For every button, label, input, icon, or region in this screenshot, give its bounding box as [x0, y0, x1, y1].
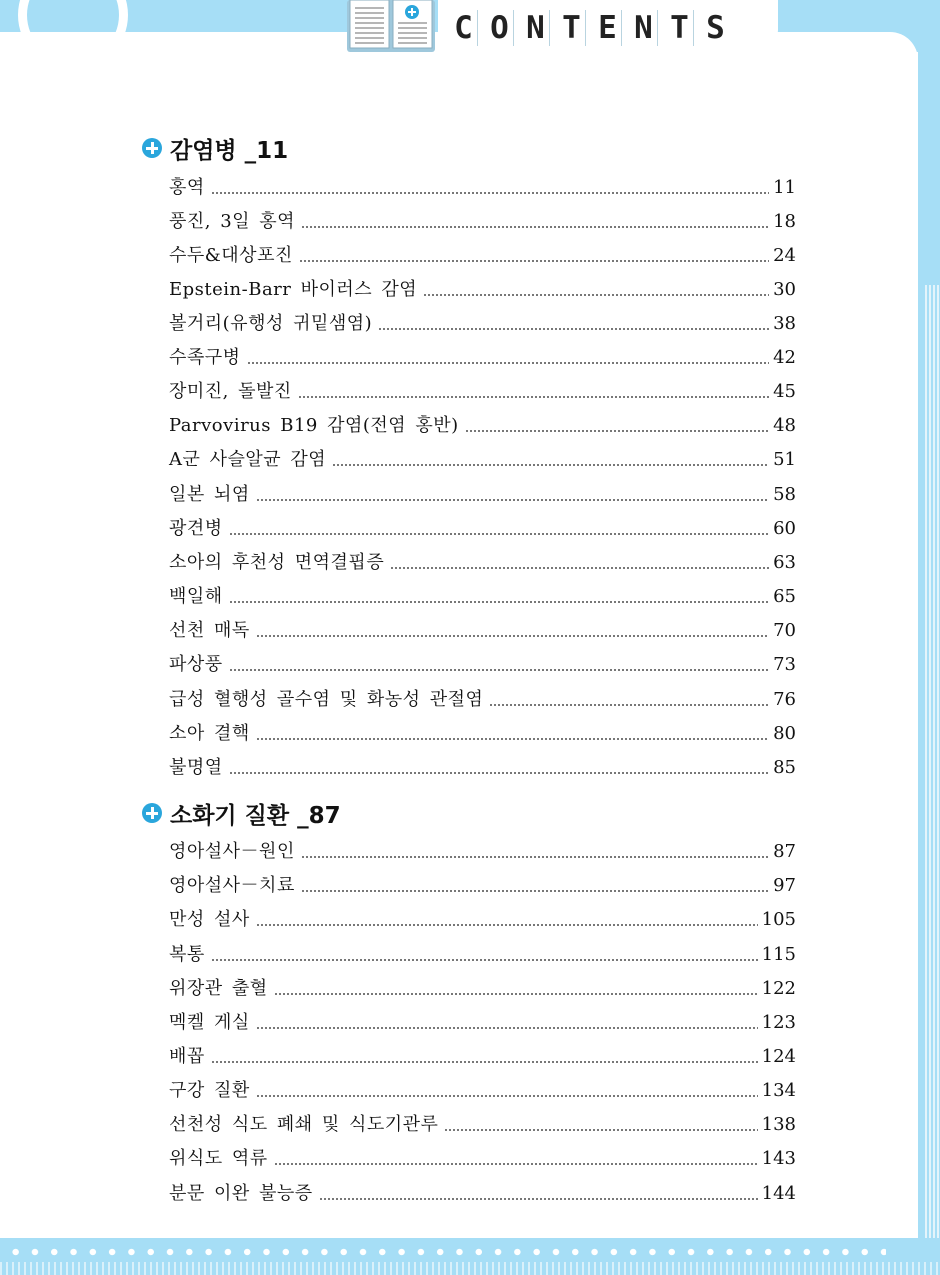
- dot-leader: [229, 533, 769, 535]
- toc-entry-page: 24: [773, 245, 796, 266]
- dot-leader: [298, 396, 769, 398]
- toc-entry-page: 70: [773, 620, 796, 641]
- dot-leader: [247, 362, 770, 364]
- toc-entry-page: 60: [773, 518, 796, 539]
- dot-leader: [211, 192, 769, 194]
- toc-entry[interactable]: [169, 376, 796, 404]
- toc-entry-page: 30: [773, 279, 796, 300]
- section-title: 소화기 질환 _87: [170, 802, 341, 829]
- toc-entry-page: 85: [773, 757, 796, 778]
- dot-leader: [444, 1129, 757, 1131]
- toc-entry-page: 143: [761, 1148, 796, 1169]
- toc-entry-page: 123: [761, 1012, 796, 1033]
- toc-entry[interactable]: [169, 684, 796, 712]
- dot-leader: [423, 294, 769, 296]
- dot-leader: [229, 772, 769, 774]
- dot-leader: [256, 635, 769, 637]
- dot-leader: [299, 260, 769, 262]
- dot-leader: [256, 738, 769, 740]
- toc-entry-page: 124: [761, 1046, 796, 1067]
- toc-entry[interactable]: [169, 752, 796, 780]
- toc-entry-page: 76: [773, 689, 796, 710]
- toc-entry-page: 134: [761, 1080, 796, 1101]
- toc-entry[interactable]: [169, 904, 796, 932]
- toc-entry-page: 97: [773, 875, 796, 896]
- toc-entry-page: 115: [761, 944, 796, 965]
- toc-entry[interactable]: [169, 870, 796, 898]
- toc-entry-title: Parvovirus B19 감염(전염 홍반): [169, 415, 459, 436]
- toc-entry-title: 위장관 출혈: [169, 978, 268, 999]
- toc-entry-title: 멕켈 게실: [169, 1012, 250, 1033]
- contents-letter: T: [558, 10, 586, 46]
- toc-entry-title: 위식도 역류: [169, 1148, 268, 1169]
- contents-letter: O: [486, 10, 514, 46]
- dot-leader: [319, 1198, 758, 1200]
- toc-entry-page: 138: [761, 1114, 796, 1135]
- section-heading-digestive: [142, 798, 341, 828]
- toc-entry-title: 배꼽: [169, 1046, 205, 1067]
- toc-entry-title: 풍진, 3일 홍역: [169, 211, 296, 232]
- dot-leader: [274, 993, 758, 995]
- toc-entry[interactable]: [169, 206, 796, 234]
- dot-leader: [301, 226, 769, 228]
- book-icon: [346, 0, 436, 54]
- toc-entry-title: 소아의 후천성 면역결핍증: [169, 552, 385, 573]
- dot-leader: [256, 499, 769, 501]
- plus-circle-icon: [142, 803, 162, 823]
- toc-entry-title: 만성 설사: [169, 909, 250, 930]
- plus-circle-icon: [142, 138, 162, 158]
- toc-entry-title: 장미진, 돌발진: [169, 381, 292, 402]
- toc-entry-page: 63: [773, 552, 796, 573]
- dot-leader: [256, 924, 758, 926]
- toc-entry-title: 광견병: [169, 518, 223, 539]
- toc-entry[interactable]: [169, 718, 796, 746]
- toc-entry-page: 18: [773, 211, 796, 232]
- toc-entry-page: 38: [773, 313, 796, 334]
- toc-entry-page: 45: [773, 381, 796, 402]
- dot-leader: [256, 1095, 758, 1097]
- toc-entry-page: 58: [773, 484, 796, 505]
- toc-entry-title: 수족구병: [169, 347, 241, 368]
- dot-leader: [301, 856, 769, 858]
- dot-leader: [465, 430, 769, 432]
- toc-entry-title: 선천성 식도 폐쇄 및 식도기관루: [169, 1114, 439, 1135]
- toc-entry-title: 홍역: [169, 177, 205, 198]
- toc-entry-title: 백일해: [169, 586, 223, 607]
- dot-leader: [211, 1061, 758, 1063]
- toc-entry[interactable]: [169, 172, 796, 200]
- toc-entry-page: 80: [773, 723, 796, 744]
- dot-leader: [229, 601, 769, 603]
- right-rail-stripes: [925, 285, 940, 1275]
- contents-letter: C: [450, 10, 478, 46]
- contents-heading: [450, 10, 737, 46]
- toc-entry-title: 소아 결핵: [169, 723, 250, 744]
- toc-entry-title: 파상풍: [169, 654, 223, 675]
- toc-entry[interactable]: [169, 513, 796, 541]
- dot-leader: [229, 669, 769, 671]
- toc-entry-title: 선천 매독: [169, 620, 250, 641]
- toc-entry-title: 불명열: [169, 757, 223, 778]
- toc-entry-page: 144: [761, 1183, 796, 1204]
- toc-entry[interactable]: [169, 939, 796, 967]
- toc-entry[interactable]: [169, 342, 796, 370]
- toc-entry-title: 일본 뇌염: [169, 484, 250, 505]
- contents-letter: E: [594, 10, 622, 46]
- section-heading-infectious: [142, 133, 288, 163]
- dot-leader: [332, 464, 769, 466]
- toc-entry[interactable]: [169, 1041, 796, 1069]
- toc-entry[interactable]: [169, 836, 796, 864]
- toc-entry[interactable]: [169, 410, 796, 438]
- dot-leader: [301, 890, 769, 892]
- section-title: 감염병 _11: [170, 137, 289, 164]
- toc-entry[interactable]: [169, 1143, 796, 1171]
- toc-entry[interactable]: [169, 308, 796, 336]
- dot-leader: [211, 959, 758, 961]
- toc-entry[interactable]: [169, 581, 796, 609]
- toc-entry-page: 11: [773, 177, 796, 198]
- toc-entry[interactable]: [169, 274, 796, 302]
- toc-entry-title: 구강 질환: [169, 1080, 250, 1101]
- toc-entry[interactable]: [169, 973, 796, 1001]
- toc-entry[interactable]: [169, 1109, 796, 1137]
- toc-entry-title: 영아설사－치료: [169, 875, 295, 896]
- dot-leader: [274, 1163, 758, 1165]
- toc-entry-title: 급성 혈행성 골수염 및 화농성 관절염: [169, 689, 484, 710]
- toc-entry-page: 48: [773, 415, 796, 436]
- dot-leader: [390, 567, 769, 569]
- toc-entry[interactable]: [169, 479, 796, 507]
- toc-entry[interactable]: [169, 1007, 796, 1035]
- contents-letter: S: [706, 10, 725, 46]
- toc-entry[interactable]: [169, 240, 796, 268]
- dot-leader: [256, 1027, 758, 1029]
- toc-entry-page: 73: [773, 654, 796, 675]
- toc-entry[interactable]: [169, 1178, 796, 1206]
- toc-entry-title: 복통: [169, 944, 205, 965]
- toc-entry-page: 51: [773, 449, 796, 470]
- toc-entry-page: 42: [773, 347, 796, 368]
- footer-dot-pattern: [6, 1247, 886, 1257]
- toc-entry[interactable]: [169, 444, 796, 472]
- toc-entry-page: 122: [761, 978, 796, 999]
- toc-entry-title: 볼거리(유행성 귀밑샘염): [169, 313, 373, 334]
- toc-entry-title: 영아설사－원인: [169, 841, 295, 862]
- toc-entry-page: 65: [773, 586, 796, 607]
- toc-entry[interactable]: [169, 649, 796, 677]
- footer-stripes: [0, 1262, 940, 1275]
- toc-entry-page: 105: [761, 909, 796, 930]
- toc-entry[interactable]: [169, 547, 796, 575]
- toc-entry-title: 수두&대상포진: [169, 245, 293, 266]
- contents-letter: T: [666, 10, 694, 46]
- toc-entry-title: Epstein-Barr 바이러스 감염: [169, 279, 418, 300]
- toc-entry-title: 분문 이완 불능증: [169, 1183, 313, 1204]
- contents-letter: N: [522, 10, 550, 46]
- dot-leader: [489, 704, 769, 706]
- contents-letter: N: [630, 10, 658, 46]
- toc-entry[interactable]: [169, 1075, 796, 1103]
- toc-entry[interactable]: [169, 615, 796, 643]
- toc-entry-page: 87: [773, 841, 796, 862]
- toc-entry-title: A군 사슬알균 감염: [169, 449, 327, 470]
- dot-leader: [378, 328, 769, 330]
